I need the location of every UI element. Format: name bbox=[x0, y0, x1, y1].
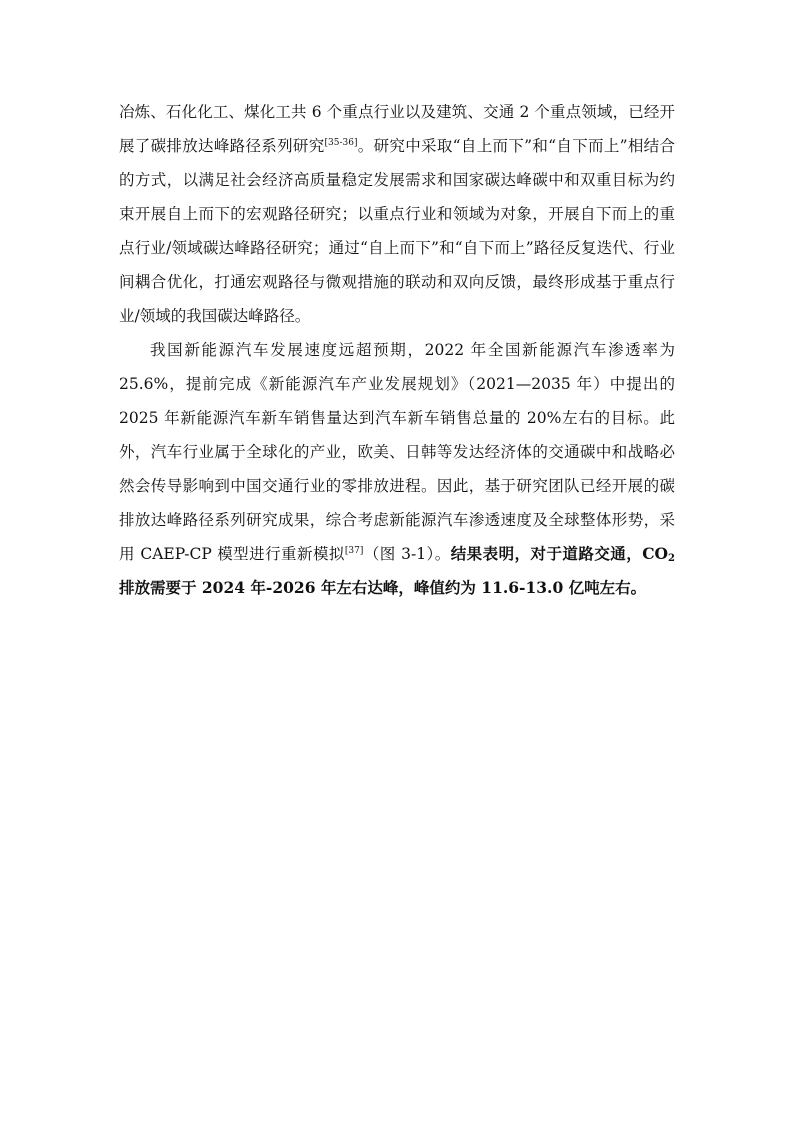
co2-subscript: 2 bbox=[668, 553, 675, 564]
conclusion-text: 排放需要于 2024 年-2026 年左右达峰，峰值约为 11.6-13.0 亿吨左右。 bbox=[119, 578, 647, 597]
paragraph-peak-path-research bbox=[119, 95, 675, 333]
paragraph-text: 我国新能源汽车发展速度远超预期，2022 年全国新能源汽车渗透率为 25.6%，提前完成《新能源汽车产业发展规划》（2021—2035 年）中提出的 2025 年新能源汽车新车销售量达到汽车新车销售总量的 20%左右的目标。此外，汽车行业属于全球化的产业，欧美、日韩等发达经济体的交通碳中和战略必然会传导影响到中国交通行业的零排放进程。因此，基于研究团队已经开展的碳排放达峰路径系列研究成果，综合考虑新能源汽车渗透速度及全球整体形势，采用 CAEP-CP 模型进行重新模拟 bbox=[119, 341, 675, 563]
citation-reference: [35-36] bbox=[324, 138, 358, 148]
conclusion-text: 结果表明，对于道路交通，CO bbox=[450, 544, 669, 563]
paragraph-text: 。研究中采取“自上而下”和“自下而上”相结合的方式，以满足社会经济高质量稳定发展需求和国家碳达峰碳中和双重目标为约束开展自上而下的宏观路径研究；以重点行业和领域为对象，开展自下而上的重点行业/领域碳达峰路径研究；通过“自上而下”和“自下而上”路径反复迭代、行业间耦合优化，打通宏观路径与微观措施的联动和双向反馈，最终形成基于重点行业/领域的我国碳达峰路径。 bbox=[119, 137, 675, 325]
document-body bbox=[119, 95, 675, 605]
citation-reference: [37] bbox=[344, 546, 364, 556]
paragraph-text: （图 3-1）。 bbox=[363, 545, 451, 563]
paragraph-text: 冶炼、石化化工、煤化工共 6 个重点行业以及建筑、交通 2 个重点领域，已经开展了碳排放达峰路径系列研究 bbox=[119, 103, 675, 155]
paragraph-new-energy-vehicles bbox=[119, 333, 675, 605]
